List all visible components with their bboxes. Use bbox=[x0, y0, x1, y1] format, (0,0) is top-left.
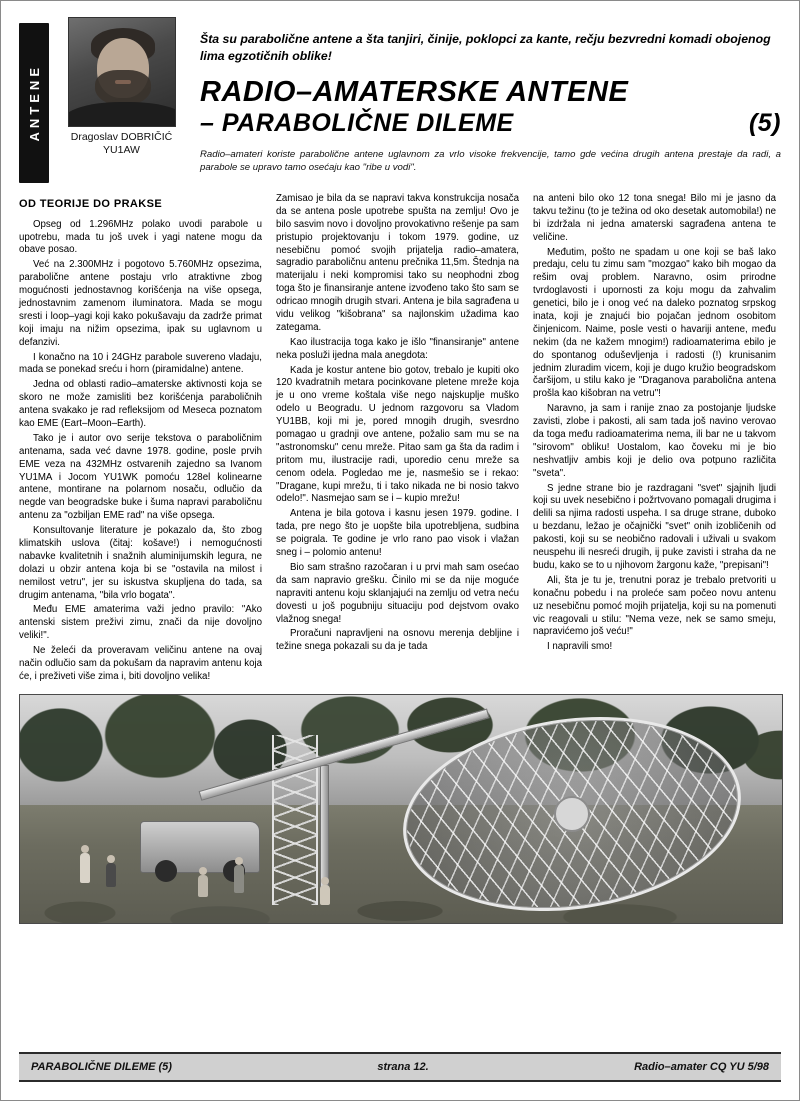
portrait-shoulders bbox=[68, 102, 176, 127]
author-name: Dragoslav DOBRIČIĆ bbox=[70, 131, 173, 143]
portrait-beard bbox=[95, 70, 151, 106]
photo-person bbox=[198, 875, 208, 897]
column-3 bbox=[533, 193, 776, 686]
article-kicker: Šta su parabolične antene a šta tanjiri, činije, poklopci za kante, rečju bezvredni komadi obojenog lima egzotičnih oblike! bbox=[200, 32, 771, 63]
section-tab-label: ANTENE bbox=[26, 64, 42, 142]
paragraph: Ne želeći da proveravam veličinu antene na ovaj način odlučio sam da pokušam da napravim antenu koja će, i preživeti više zima i, biti dovoljno velika! bbox=[19, 645, 262, 682]
paragraph: na anteni bilo oko 12 tona snega! Bilo mi je jasno da takvu težinu (to je težina od oko desetak automobila!) ne bi izdržala ni jedna amaterski sagrađena antena te veličine. bbox=[533, 193, 776, 243]
footer-magazine-issue: Radio–amater CQ YU 5/98 bbox=[634, 1061, 769, 1073]
parabolic-antenna-construction-photo bbox=[19, 694, 783, 924]
photo-person bbox=[80, 853, 90, 883]
paragraph: Jedna od oblasti radio–amaterske aktivnosti koja se skoro ne može zamisliti bez korišćenja paraboličnih antena svakako je rad refleksijom od Meseca poznatom kao EME (Eart–Moon–Earth). bbox=[19, 379, 262, 429]
paragraph: I napravili smo! bbox=[547, 641, 613, 653]
title-line-2: – PARABOLIČNE DILEME bbox=[200, 108, 514, 137]
photo-person bbox=[106, 863, 116, 887]
title-line-1: RADIO–AMATERSKE ANTENE bbox=[200, 76, 629, 109]
paragraph: Konsultovanje literature je pokazalo da, što zbog klimatskih uslova (čitaj: košave!) i nemogućnosti nabavke kvalitetnih i snažnih aluminijumskih legura, ne dolazi u obzir antena koja bi se "ostavila na milost i nemilost vetru", jer su iskustva skupljena do tada, sa drugim antenama, "bila vrlo bogata". bbox=[19, 525, 262, 601]
paragraph: Međutim, pošto ne spadam u one koji se baš lako predaju, celu tu zimu sam "mozgao" kako bih mogao da rešim ovaj problem. Naravno, osim prirodne tvrdoglavosti i upornosti za koju mogu da zahvalim genetici, bilo je i onog već na daleko poznatog srpskog inata, koji je znajući bio pojačan jednom osobitom činjenicom. Naime, posle vesti o havariji antene, među nekim (da ne kažem mnogim!) radioamaterima ebilo je do spontanog oduševljenja i radosti (!) krunisanim jednim zluradim vicem, koji je dugo kružio beogradskom čaršijom, u stilu kako je "Draganova parabolična antena prošla kao kišobran na vetru"! bbox=[533, 246, 776, 400]
photo-parabolic-dish bbox=[402, 719, 742, 909]
paragraph: Proračuni napravljeni na osnovu merenja debljine i težine snega pokazali su da je tada bbox=[276, 628, 519, 653]
photo-mast bbox=[320, 765, 329, 895]
portrait-lips bbox=[115, 80, 131, 84]
photo-person bbox=[320, 885, 330, 905]
paragraph: Kao ilustracija toga kako je išlo "finansiranje" antene neka posluži ijedna mala anegdota: bbox=[276, 336, 519, 361]
section-tab bbox=[19, 23, 49, 183]
paragraph: Tako je i autor ovo serije tekstova o paraboličnim antenama, sada već davne 1978. godine, posle prvih EME veza na 432MHz ostvarenih zajedno sa Ivanom YU1MA i Jocom YU1WK pomoću 128el kolinearne antene, montirane na polarnom nosaču, odlučio da negde van beogradske buke i šuma napravi paraboličnu antenu za "ozbiljan EME rad" na više opsega. bbox=[19, 432, 262, 522]
paragraph: Antena je bila gotova i kasnu jesen 1979. godine. I tada, pre nego što je uopšte bila upotrebljena, sudbina se poigrala. Te godine je vrlo rano pao visok i vlažan sneg i – polomio antenu! bbox=[276, 508, 519, 559]
page-footer bbox=[19, 1052, 781, 1082]
paragraph: Naravno, ja sam i ranije znao za postojanje ljudske zavisti, zlobe i pakosti, ali sam tada još navino verovao da toga među radioamaterima nema, ili bar ne u takvom "sirovom" obliku! Uostalom, kao čoveku mi je bio neshvatljiv ambis koji je delio ova potpuno različita "sveta". bbox=[533, 403, 776, 479]
paragraph: Zamisao je bila da se napravi takva konstrukcija nosača da se antena posle upotrebe spušta na zemlju! Ovo je bilo sasvim novo i dovoljno provokativno rešenje pa sam pristupio projektovanju i tokom 1979. godine, uz nesebičnu pomoć svojih prijatelja radio–amatera, sagradio paraboličnu antenu prečnika 11,5m. Štednja na materijalu i neki kompromisi tako su neophodni zbog toga što je finansiranje antene izvođeno tako što sam se odricao mnogih drugih stvari. Antena je bila sagrađena u vidu velikog "kišobrana" sa najlonskim užadima kao zategama. bbox=[276, 193, 519, 333]
photo-wrapper bbox=[1, 686, 799, 924]
footer-page-number: strana 12. bbox=[377, 1061, 429, 1073]
footer-article-title: PARABOLIČNE DILEME (5) bbox=[31, 1061, 172, 1073]
headline-block bbox=[200, 15, 781, 175]
paragraph: Bio sam strašno razočaran i u prvi mah sam osećao da sam napravio grešku. Činilo mi se da nije moguće napraviti antenu koju sklanjajući na zemlju od vetra neću dovesti u još pogubniju situaciju pod dejstvom ovako vlažnog snega! bbox=[276, 561, 519, 625]
paragraph: I konačno na 10 i 24GHz parabole suvereno vladaju, mada se ponekad sreću i horn (piramidalne) antene. bbox=[19, 351, 262, 376]
section-heading: OD TEORIJE DO PRAKSE bbox=[19, 198, 163, 210]
column-1 bbox=[19, 193, 262, 686]
paragraph: S jedne strane bio je razdragani "svet" sjajnih ljudi koji su uvek nesebično i požrtvovano pomagali drugima i delili sa njima radosti uspeha. I sa druge strane, duboko u bezdanu, ležao je očajnički "svet" onih izobličenih od pakosti, koji su se neobično radovali i uživali u svakom neuspehu ili nesreći drugih, ij puke zavisti i straha da ne budu, kako se to u njihovom žargonu kaže, "prepisani"! bbox=[533, 482, 776, 571]
paragraph: Kada je kostur antene bio gotov, trebalo je kupiti oko 120 kvadratnih metara pocinkovane pletene mreže koja je u ono vreme koštala više nego najskuplje muško odelo u Beogradu. U jednom razgovoru sa Vladom YU1BB, koji mi je, pored mnogih drugih, svesrdno pomagao u gradnji ove antene, požalio sam mu se na "astronomsku" cenu mreže. Pitao sam ga šta da radim i pritom mu, ilustracije radi, uporedio cenu mreže sa cenom odela. Pogledao me je, nasmešio se i rekao: "Dragane, kupi mrežu, ti i tako nikada ne bi nosio takvo odelo!". Nasmejao sam se i – kupio mrežu! bbox=[276, 364, 519, 505]
paragraph: Već na 2.300MHz i pogotovo 5.760MHz opsezima, parabolične antene postaju vrlo atraktivne zbog mogućnosti jednostavnog korišćenja na više opsega, jednostavnim zamenom iluminatora. Mada se mogu sresti i loop–yagi koji kako pokušavaju da zadrže primat koji imaju na nižim opsezima, ipak su uglavnom u defanzivi. bbox=[19, 259, 262, 348]
paragraph: Ali, šta je tu je, trenutni poraz je trebalo pretvoriti u konačnu pobedu i na proleće sam počeo novu antenu uz nesebičnu pomoć mojih prijatelja, koji su na pomenuti vic reagovali u stilu: "Nema veze, nek se samo smeju, napravićemo još veću!" bbox=[533, 574, 776, 638]
column-2 bbox=[276, 193, 519, 686]
author-callsign: YU1AW bbox=[103, 144, 140, 157]
photo-person bbox=[234, 865, 244, 893]
photo-dish-hub bbox=[554, 796, 590, 832]
author-portrait-photo bbox=[68, 17, 176, 127]
title-part-number: (5) bbox=[748, 108, 781, 137]
paragraph: Među EME amaterima važi jedno pravilo: "Ako antenski sistem preživi zimu, znači da nije dovoljno veliki!". bbox=[19, 604, 262, 642]
article-standfirst: Radio–amateri koriste parabolične antene uglavnom za vrlo visoke frekvencije, tamo gde većina drugih antena prestaje da radi, a parabole se upravo tamo osećaju kao "ribe u vodi". bbox=[200, 148, 781, 173]
author-block bbox=[59, 15, 184, 157]
article-body bbox=[1, 183, 799, 686]
article-header bbox=[1, 1, 799, 183]
page-title bbox=[200, 76, 781, 136]
paragraph: Opseg od 1.296MHz polako uvodi parabole u upotrebu, mada tu još uvek i yagi natene mogu da obave posao. bbox=[19, 218, 262, 256]
